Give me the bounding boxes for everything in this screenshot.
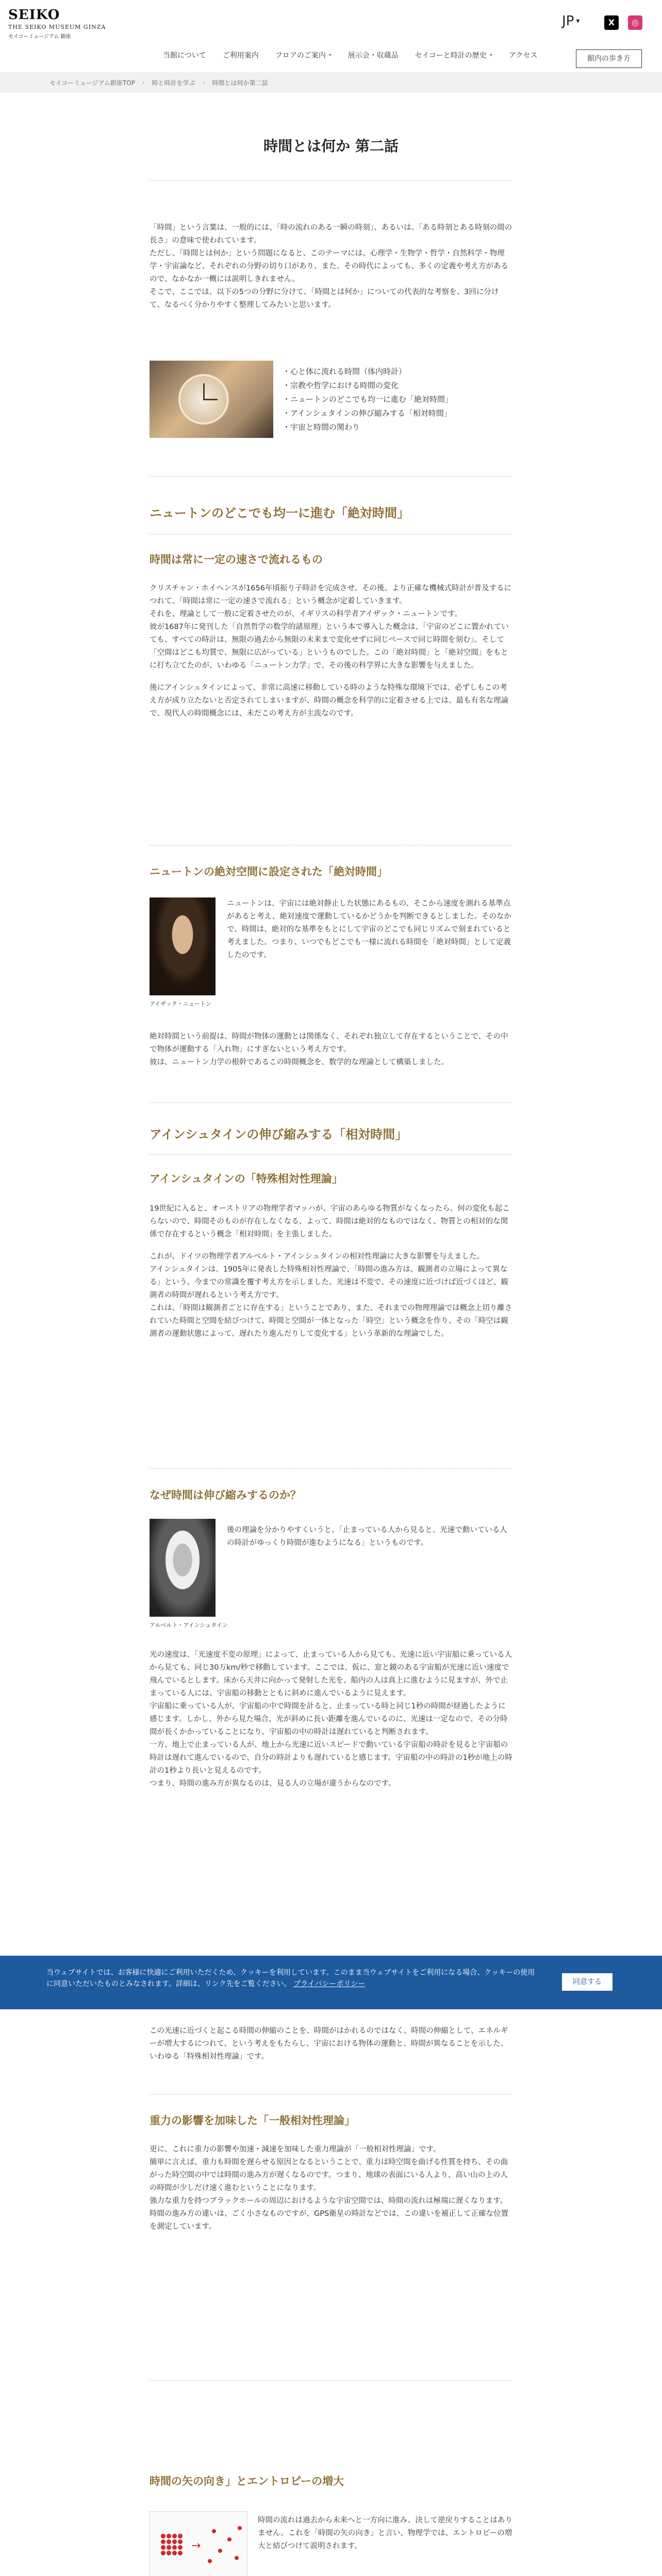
breadcrumb-separator-icon: › (142, 79, 145, 86)
logo-subtitle-en: THE SEIKO MUSEUM GINZA (8, 24, 106, 30)
intro-block (150, 222, 512, 312)
body-paragraph: 強力な重力を持つブラックホールの周辺におけるような宇宙空間では、時間の流れは極端に遅くなります。 (150, 2197, 508, 2205)
arrow-right-icon: → (191, 2539, 201, 2552)
toc-item: ・ アインシュタインの伸び縮みする「相対時間」 (283, 406, 509, 420)
nav-item-label: セイコーと時計の歴史 (415, 52, 487, 60)
body-paragraph: それを、理論として一般に定着させたのが、イギリスの科学者アイザック・ニュートンです。 (150, 610, 462, 618)
toc-item: ・ 宇宙と時間の関わり (283, 420, 509, 434)
body-paragraph: 更に、これに重力の影響や加速・減速を加味した重力理論が「一般相対性理論」です。 (150, 2145, 441, 2154)
breadcrumb-current: 時間とは何か第二話 (212, 79, 268, 87)
nav-item-label: フロアのご案内 (275, 52, 326, 60)
particle (238, 2526, 242, 2530)
language-switcher[interactable] (562, 13, 580, 29)
body-paragraph: アインシュタインは、1905年に発表した特殊相対性理論で、「時間の進み方は、観測者の立場によって異なる」という、今までの常識を覆す考え方を示しました。光速は不変で、その速度に近づけば近づくほど、観測者の時間が遅れるという考え方です。 (150, 1265, 508, 1299)
cookie-banner (0, 1956, 662, 2009)
body-paragraph: 19世紀に入ると、オーストリアの物理学者マッハが、宇宙のあらゆる物質がなくなったら、何の変化も起こらないので、時間そのものが存在しなくなる、よって、時間は絶対的なものではなく、物質との相対的な関係で存在するという概念「相対時間」を主張しました。 (150, 1205, 510, 1239)
nav-item-label: 展示会・収蔵品 (347, 52, 399, 60)
clock-hand (203, 399, 218, 400)
table-of-contents (283, 365, 509, 434)
language-label: JP (562, 13, 574, 29)
nav-item-guide[interactable] (214, 49, 267, 62)
body-paragraph: 簡単に言えば、重力も時間を遅らせる原因となるということで、重力は時空間を曲げる性質を持ち、その曲がった時空間の中では時間の進み方が遅くなるのです。つまり、地球の表面にいる人より、高い山の上の人の時間が少しだけ速く進むということになります。 (150, 2158, 508, 2192)
body-paragraph: 彼が1687年に発刊した「自然哲学の数学的諸原理」という本で導入した概念は、「宇宙のどこに置かれていても、すべての時計は、無限の過去から無限の未来まで変化せずに同じペースで同じ時間を刻む」、そして「空間はどこも均質で、無限に広がっている」というものでした。この「絶対時間」と「絶対空間」をもとに打ち立てたのが、いわゆる「ニュートン力学」で、その後の科学界に大きな影響を与えました。 (150, 623, 509, 670)
body-paragraph: この光速に近づくと起こる時間の伸縮のことを、時間がはかれるのではなく、時間の伸縮として、エネルギーが増大するにつれて、という考えをもたらし、宇宙における物体の運動と、時間が異なることを示した、いわゆる「特殊相対性理論」です。 (150, 2027, 508, 2061)
clock-hand (203, 383, 205, 400)
body-paragraph: クリスチャン・ホイヘンスが1656年頃振り子時計を完成させ、その後、より正確な機械式時計が普及するにつれて、「時間は常に一定の速さで流れる」という概念が定着していきます。 (150, 584, 512, 605)
site-logo[interactable] (8, 7, 106, 40)
nav-item-about[interactable] (155, 49, 214, 62)
body-paragraph: 時間の流れは過去から未来へと一方向に進み、決して逆戻りすることはありません。これを「時間の矢の向き」と言い、物理学では、エントロピーの増大と結びつけて説明されます。 (258, 2516, 512, 2550)
dotted-divider (150, 1154, 512, 1155)
subsection-heading: 時間は常に一定の速さで流れるもの (150, 553, 323, 566)
body-paragraph: 光の速度は、「光速度不変の原理」によって、止まっている人から見ても、光速に近い宇宙船に乗っている人から見ても、同じ30万km/秒で移動しています。ここでは、仮に、窓と鏡のある宇宙船が光速に近い速度で飛んでいるとします。床から天井に向かって発射した光を、船内の人は真上に進むように見ますが、外で止まっている人には、宇宙船の移動とともに斜めに進んでいるように見えます。 (150, 1651, 512, 1698)
title-divider (150, 180, 512, 181)
particle (218, 2549, 222, 2553)
newton-text (227, 897, 512, 962)
body-paragraph: 後の理論を分かりやすくいうと、「止まっている人から見ると、光速で動いている人の時計がゆっくり時間が進むようになる」というものです。 (227, 1526, 507, 1547)
x-icon[interactable]: X (604, 15, 619, 30)
instagram-icon[interactable]: ◎ (628, 15, 642, 30)
intro-paragraph: ただし、「時間とは何か」という問題になると、このテーマには、心理学・生物学・哲学・自然科学・物理学・宇宙論など、それぞれの分野の切り口があり、また、その時代によっても、多くの定義や考え方があるので、なかなか一概には説明しきれません。 (150, 249, 508, 283)
portrait-caption: アイザック・ニュートン (150, 1001, 211, 1007)
chevron-down-icon: ▾ (576, 17, 580, 25)
toc-item: ・ ニュートンのどこでも均一に進む「絶対時間」 (283, 393, 509, 406)
dotted-divider (150, 1468, 512, 1469)
breadcrumb-learn[interactable]: 時と時計を学ぶ (152, 79, 195, 87)
einstein-portrait-image (150, 1519, 216, 1617)
particle (227, 2537, 231, 2541)
section1-body (150, 582, 512, 720)
privacy-policy-link[interactable]: プライバシーポリシー (293, 1980, 366, 1988)
section2-body (150, 1202, 512, 1341)
nav-item-label: 当館について (163, 52, 206, 60)
subsection-heading: アインシュタインの「特殊相対性理論」 (150, 1173, 343, 1185)
body-paragraph: 時間の進み方の違いは、ごく小さなものですが、GPS衛星の時計などでは、この違いを補正して正確な位置を測定しています。 (150, 2210, 509, 2231)
body-paragraph: 彼は、ニュートン力学の根幹であるこの時間概念を、数学的な理論として構築しました。 (150, 1058, 449, 1066)
intro-paragraph: そこで、ここでは、以下の5つの分野に分けて、「時間とは何か」についての代表的な考察を、3回に分けて、なるべく分かりやすく整理してみたいと思います。 (150, 288, 499, 309)
toc-item: ・ 宗教や哲学における時間の変化 (283, 379, 509, 393)
nav-item-exhibition[interactable] (340, 49, 407, 62)
chevron-down-icon: ▾ (489, 53, 492, 58)
section-heading: ニュートンのどこでも均一に進む「絶対時間」 (150, 506, 409, 520)
logo-subtitle-ja: セイコーミュージアム 銀座 (8, 34, 71, 40)
einstein-text (227, 1524, 512, 1550)
cookie-accept-button[interactable]: 同意する (562, 1973, 613, 1991)
section-heading: アインシュタインの伸び縮みする「相対時間」 (150, 1127, 408, 1142)
nav-item-label: ご利用案内 (222, 52, 259, 60)
chevron-down-icon: ▾ (328, 53, 332, 58)
body-paragraph: これが、ドイツの物理学者アルベルト・アインシュタインの相対性理論に大きな影響を与えました。 (150, 1252, 484, 1261)
nav-item-label: アクセス (508, 52, 538, 60)
subsection-heading: なぜ時間は伸び縮みするのか？ (150, 1489, 301, 1501)
museum-guide-button[interactable]: 館内の歩き方 (576, 49, 642, 68)
body-paragraph: 一方、地上で止まっている人が、地上から光速に近いスピードで動いている宇宙船の時計を見ると宇宙船の時計は遅れて進んでいるので、自分の時計よりも遅れていると感じます。宇宙船の中の時計の1秒が地上の時計の1秒より長いと見えるのです。 (150, 1741, 512, 1775)
particle (235, 2556, 239, 2560)
cookie-message: 当ウェブサイトでは、お客様に快適にご利用いただくため、クッキーを利用しています。このまま当ウェブサイトをご利用になる場合、クッキーの使用に同意いただいたものとみなされます。詳細は、リンク先をご覧ください。 (46, 1969, 535, 1988)
body-paragraph: 後にアインシュタインによって、非常に高速に移動している時のような特殊な環境下では、必ずしもこの考え方が成り立たないと否定されてしまいますが、時間の概念を科学的に定着させる上では、最も有名な理論で、現代人の時間概念には、未だこの考え方が主流なのです。 (150, 684, 508, 718)
subsection-heading: 重力の影響を加味した「一般相対性理論」 (150, 2114, 355, 2127)
nav-item-floor[interactable] (267, 49, 340, 62)
section-divider (150, 2380, 512, 2381)
clock-image (150, 361, 273, 438)
logo-wordmark: SEIKO (8, 7, 60, 23)
general-relativity-body (150, 2143, 512, 2233)
nav-item-history[interactable] (407, 49, 501, 62)
newton-portrait (150, 897, 216, 995)
body-paragraph: 絶対時間という前提は、時間が物体の運動とは関係なく、それぞれ独立して存在するということで、その中で物体が運動する「入れ物」にすぎないという考え方です。 (150, 1032, 508, 1054)
body-paragraph: ニュートンは、宇宙には絶対静止した状態にあるもの、そこから速度を測れる基準点があると考え、絶対速度で運動しているかどうかを判断できるとしました。そのなかで、時間は、絶対的な基準をもとにして宇宙のどこでも同じリズムで刻まれていると考えました。つまり、いつでもどこでも一様に流れる時間を「絶対時間」として定義したのです。 (227, 900, 511, 959)
subsection-heading: 時間の矢の向き」とエントロピーの増大 (150, 2475, 344, 2487)
particle (212, 2529, 216, 2533)
portrait-caption: アルベルト・アインシュタイン (150, 1622, 228, 1629)
nav-item-access[interactable] (501, 49, 546, 62)
global-nav (155, 49, 545, 62)
body-paragraph: 宇宙船に乗っている人が、宇宙船の中で時間を計ると、止まっている時と同じ1秒の時間が経過したように感じます。しかし、外から見た場合、光が斜めに長い距離を進んでいるのに、光速は一定なので、その分時間が長くかかっていることになり、宇宙船の中の時計は遅れていると判断されます。 (150, 1702, 508, 1736)
body-paragraph: これは、「時間は観測者ごとに存在する」ということであり、また、それまでの物理理論では概念上切り離されていた時間と空間を結びつけて、時間と空間が一体となった「時空」という概念を作り、その「時空は観測者の運動状態によって、遅れたり進んだりして変化する」という革新的な理論でした。 (150, 1304, 512, 1338)
breadcrumb-home[interactable]: セイコーミュージアム銀座TOP (49, 79, 135, 87)
toc-item: ・ 心と体に流れる時間（体内時計） (283, 365, 509, 379)
einstein-portrait (150, 1519, 216, 1617)
breadcrumb (0, 72, 662, 93)
body-paragraph: つまり、時間の進み方が異なるのは、見る人の立場が違うからなのです。 (150, 1780, 396, 1788)
section-divider (150, 476, 512, 477)
site-header (0, 0, 662, 72)
newton-portrait-image (150, 897, 216, 995)
ordered-particles (160, 2533, 183, 2556)
intro-paragraph: 「時間」という言葉は、一般的には、「時の流れのある一瞬の時刻」、あるいは、「ある時刻とある時刻の間の長さ」の意味で使われています。 (150, 224, 512, 245)
subsection-heading: ニュートンの絶対空間に設定された「絶対時間」 (150, 866, 388, 878)
entropy-diagram (150, 2511, 247, 2576)
relativity-explanation (150, 1649, 512, 1790)
entropy-intro (258, 2514, 512, 2553)
page-title: 時間とは何か 第二話 (263, 138, 399, 155)
particle (208, 2559, 212, 2563)
section1-after (150, 1030, 512, 1069)
cookie-text (46, 1967, 536, 1990)
breadcrumb-separator-icon: › (202, 79, 205, 86)
section2-after (150, 2025, 512, 2063)
